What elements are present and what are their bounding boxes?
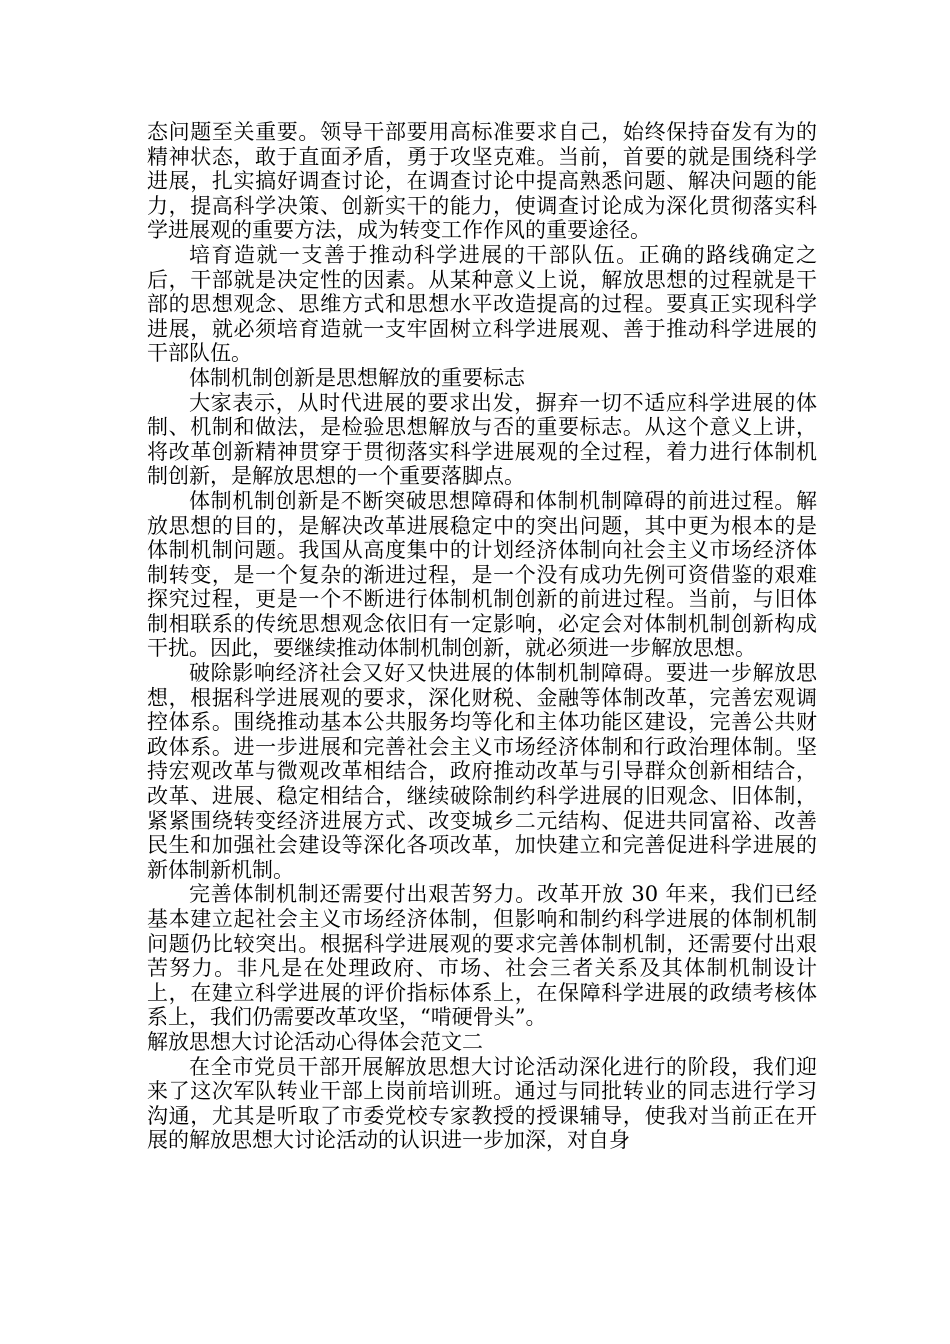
paragraph-breakthrough-process: 体制机制创新是不断突破思想障碍和体制机制障碍的前进过程。解放思想的目的，是解决改革进展稳定中的突出问题，其中更为根本的是体制机制问题。我国从高度集中的计划经济体制向社会主义市场经济体制转变，是一个复杂的渐进过程，是一个没有成功先例可资借鉴的艰难探究过程，更是一个不断进行体制机制创新的前进过程。当前，与旧体制相联系的传统思想观念依旧有一定影响，必定会对体制机制创新构成干扰。因此，要继续推动体制机制创新，就必须进一步解放思想。 (147, 488, 817, 661)
document-body (147, 120, 817, 1153)
essay-title-two: 解放思想大讨论活动心得体会范文二 (147, 1029, 483, 1054)
paragraph-remove-obstacles: 破除影响经济社会又好又快进展的体制机制障碍。要进一步解放思想，根据科学进展观的要求，深化财税、金融等体制改革，完善宏观调控体系。围绕推动基本公共服务均等化和主体功能区建设，完善公共财政体系。进一步进展和完善社会主义市场经济体制和行政治理体制。坚持宏观改革与微观改革相结合，政府推动改革与引导群众创新相结合，改革、进展、稳定相结合，继续破除制约科学进展的旧观念、旧体制，紧紧围绕转变经济进展方式、改变城乡二元结构、促进共同富裕、改善民生和加强社会建设等深化各项改革，加快建立和完善促进科学进展的新体制新机制。 (147, 661, 817, 882)
paragraph-continuation: 态问题至关重要。领导干部要用高标准要求自己，始终保持奋发有为的精神状态，敢于直面矛盾，勇于攻坚克难。当前，首要的就是围绕科学进展，扎实搞好调查讨论，在调查讨论中提高熟悉问题、解决问题的能力，提高科学决策、创新实干的能力，使调查讨论成为深化贯彻落实科学进展观的重要方法，成为转变工作作风的重要途径。 (147, 120, 817, 243)
section-heading-institutional-innovation: 体制机制创新是思想解放的重要标志 (189, 365, 525, 390)
paragraph-training-class: 在全市党员干部开展解放思想大讨论活动深化进行的阶段，我们迎来了这次军队转业干部上岗前培训班。通过与同批转业的同志进行学习沟通，尤其是听取了市委党校专家教授的授课辅导，使我对当前正在开展的解放思想大讨论活动的认识进一步加深，对自身 (147, 1054, 817, 1153)
paragraph-everyone-expressed: 大家表示，从时代进展的要求出发，摒弃一切不适应科学进展的体制、机制和做法，是检验思想解放与否的重要标志。从这个意义上讲，将改革创新精神贯穿于贯彻落实科学进展观的全过程，着力进行体制机制创新，是解放思想的一个重要落脚点。 (147, 390, 817, 489)
paragraph-cadre-team: 培育造就一支善于推动科学进展的干部队伍。正确的路线确定之后，干部就是决定性的因素。从某种意义上说，解放思想的过程就是干部的思想观念、思维方式和思想水平改造提高的过程。要真正实现科学进展，就必须培育造就一支牢固树立科学进展观、善于推动科学进展的干部队伍。 (147, 242, 817, 366)
paragraph-hard-work: 完善体制机制还需要付出艰苦努力。改革开放 30 年来，我们已经基本建立起社会主义市场经济体制，但影响和制约科学进展的体制机制问题仍比较突出。根据科学进展观的要求完善体制机制，还需要付出艰苦努力。非凡是在处理政府、市场、社会三者关系及其体制机制设计上，在建立科学进展的评价指标体系上，在保障科学进展的政绩考核体系上，我们仍需要改革攻坚，“啃硬骨头”。 (147, 882, 817, 1030)
